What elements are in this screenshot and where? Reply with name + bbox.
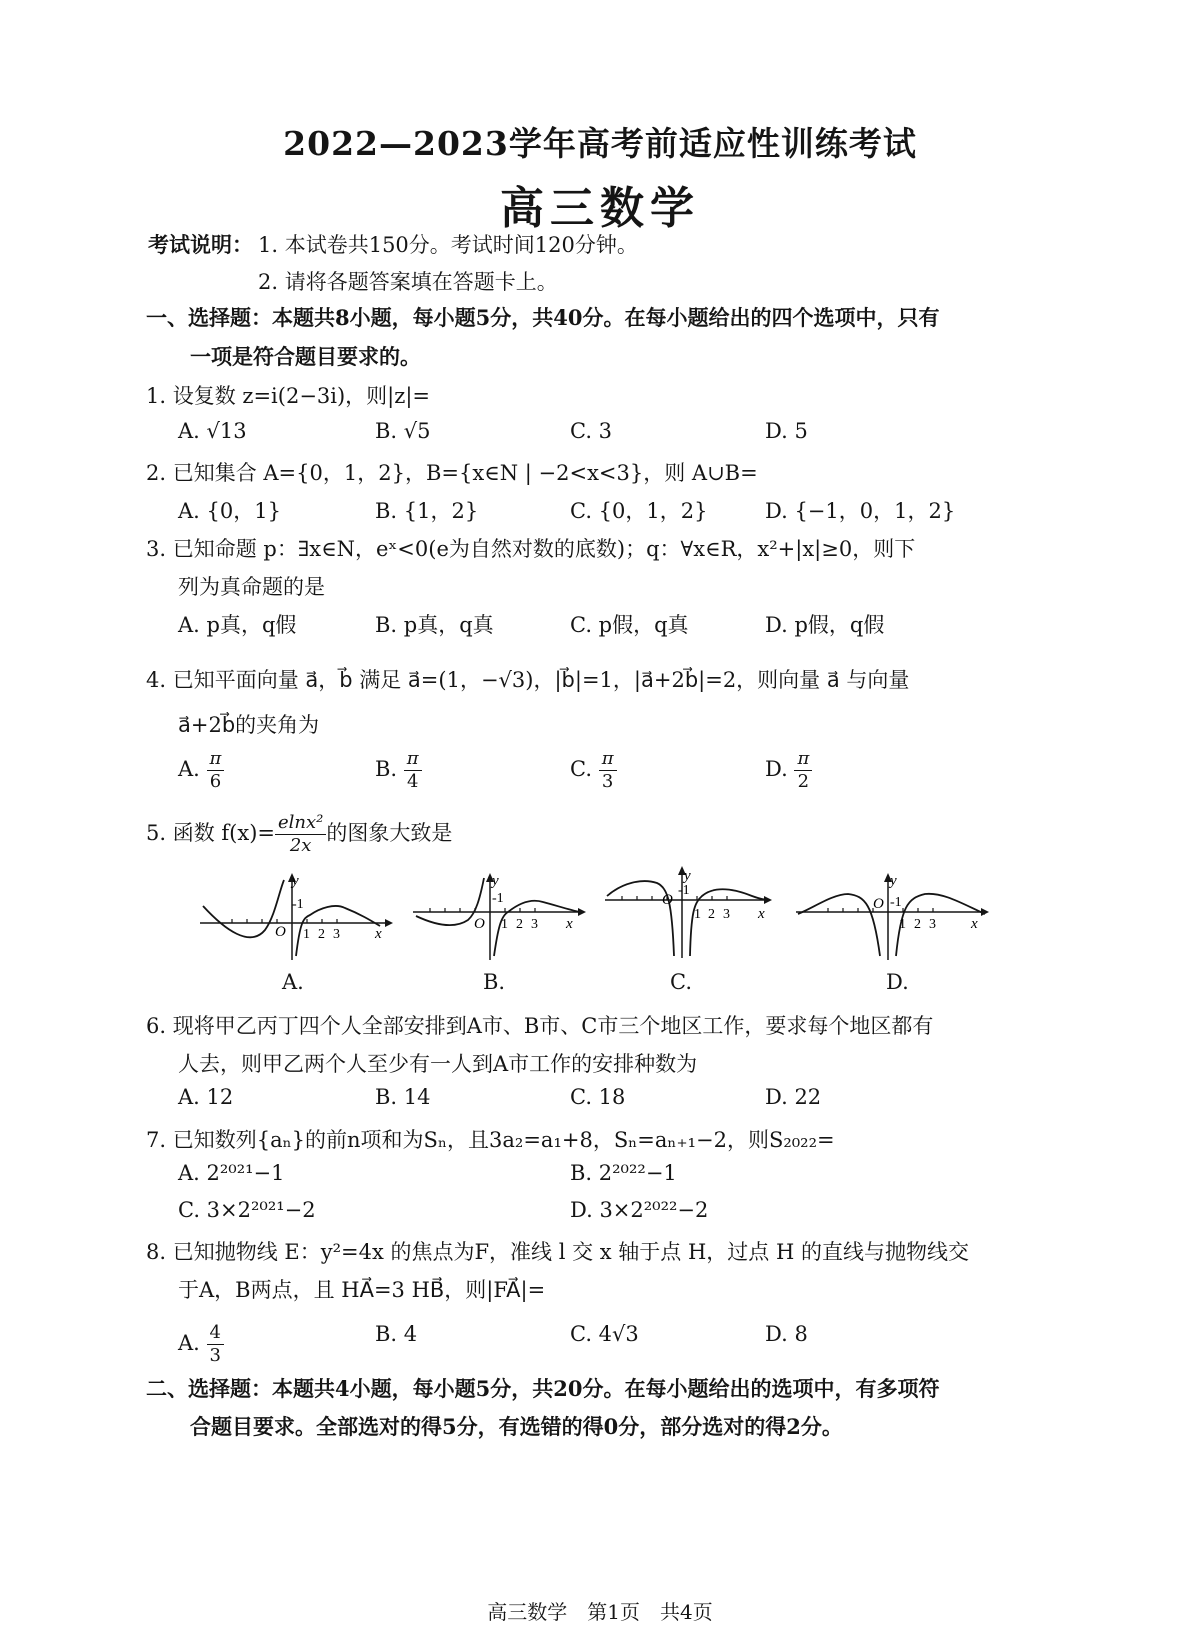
q5-graph-b-x-label: x — [566, 916, 573, 932]
q5-option-c: C. — [670, 970, 692, 994]
q8-option-c: C. 4√3 — [570, 1322, 639, 1346]
q5-fraction-num: elnx² — [275, 812, 326, 835]
q5-graph-d-tick-3: 3 — [929, 917, 936, 932]
q8-option-a — [178, 1322, 224, 1367]
q8-option-b: B. 4 — [375, 1322, 418, 1346]
q4-option-d-num: π — [794, 748, 812, 771]
q8-option-a-label: A. — [178, 1331, 200, 1355]
question-6-stem-cont: 人去，则甲乙两个人至少有一人到A市工作的安排种数为 — [178, 1052, 698, 1076]
q2-option-a: A. {0，1} — [178, 499, 281, 523]
q5-graph-a-x-label: x — [375, 926, 382, 942]
q4-option-d-fraction — [794, 748, 812, 793]
q1-option-a: A. √13 — [178, 419, 247, 443]
q5-function-fraction — [275, 812, 326, 857]
q4-option-b-num: π — [404, 748, 422, 771]
q5-graph-d-tick-1: 1 — [899, 917, 906, 932]
q7-option-b: B. 2²⁰²²−1 — [570, 1161, 677, 1185]
q5-graph-c-tick-3: 3 — [723, 907, 730, 922]
q4-option-d-label: D. — [765, 757, 788, 781]
q5-option-d: D. — [886, 970, 909, 994]
q5-graph-c-origin-label: O — [662, 892, 673, 908]
question-4-stem-cont: a⃗+2b⃗的夹角为 — [178, 713, 320, 737]
question-8-stem: 8. 已知抛物线 E：y²=4x 的焦点为F，准线 l 交 x 轴于点 H，过点 H 的直线与抛物线交 — [146, 1240, 969, 1264]
q5-graph-b — [408, 868, 613, 963]
q4-option-b-den: 4 — [406, 771, 419, 792]
q4-option-a-label: A. — [178, 757, 200, 781]
q3-option-b: B. p真，q真 — [375, 613, 494, 637]
q5-graph-a-tick-1: 1 — [303, 927, 310, 942]
section-1-heading: 一、选择题：本题共8小题，每小题5分，共40分。在每小题给出的四个选项中，只有 — [146, 305, 940, 330]
q4-option-b — [375, 748, 422, 793]
q8-option-a-den: 3 — [209, 1345, 221, 1366]
q6-option-d: D. 22 — [765, 1085, 822, 1109]
q1-option-d: D. 5 — [765, 419, 808, 443]
question-8-stem-cont: 于A，B两点，且 HA⃗=3 HB⃗，则|FA⃗|= — [178, 1278, 546, 1302]
q4-option-a-num: π — [207, 748, 225, 771]
exam-title: 2022—2023学年高考前适应性训练考试 — [283, 124, 917, 163]
q4-option-b-label: B. — [375, 757, 398, 781]
q1-option-c: C. 3 — [570, 419, 613, 443]
q5-graph-a-tick-3: 3 — [333, 927, 340, 942]
q2-option-b: B. {1，2} — [375, 499, 479, 523]
q3-option-d: D. p假，q假 — [765, 613, 885, 637]
q7-option-c: C. 3×2²⁰²¹−2 — [178, 1198, 316, 1222]
q4-option-a-den: 6 — [209, 771, 222, 792]
q7-option-d: D. 3×2²⁰²²−2 — [570, 1198, 709, 1222]
q5-graph-d-neg1-label: -1 — [890, 895, 902, 910]
question-6-stem: 6. 现将甲乙丙丁四个人全部安排到A市、B市、C市三个地区工作，要求每个地区都有 — [146, 1014, 934, 1038]
q8-option-a-num: 4 — [207, 1322, 224, 1345]
instructions-label: 考试说明： — [148, 232, 253, 257]
q4-option-c-num: π — [599, 748, 617, 771]
section-2-heading-cont: 合题目要求。全部选对的得5分，有选错的得0分，部分选对的得2分。 — [190, 1414, 843, 1439]
q3-option-a: A. p真，q假 — [178, 613, 297, 637]
q2-option-d: D. {−1，0，1，2} — [765, 499, 956, 523]
instruction-1: 1. 本试卷共150分。考试时间120分钟。 — [258, 233, 638, 257]
q5-graph-c-tick-2: 2 — [708, 907, 715, 922]
q4-option-d-den: 2 — [797, 771, 810, 792]
q6-option-a: A. 12 — [178, 1085, 234, 1109]
section-1-heading-cont: 一项是符合题目要求的。 — [190, 344, 421, 369]
q5-graph-d-y-label: y — [890, 873, 897, 889]
q4-option-d — [765, 748, 812, 793]
q1-option-b: B. √5 — [375, 419, 431, 443]
q5-graph-c-x-label: x — [758, 906, 765, 922]
question-1-stem: 1. 设复数 z=i(2−3i)，则|z|= — [146, 384, 430, 408]
q5-graph-c-y-label: y — [684, 868, 691, 884]
q3-option-c: C. p假，q真 — [570, 613, 689, 637]
section-2-heading: 二、选择题：本题共4小题，每小题5分，共20分。在每小题给出的选项中，有多项符 — [146, 1376, 940, 1401]
question-3-stem: 3. 已知命题 p：∃x∈N，eˣ<0(e为自然对数的底数)；q：∀x∈R，x²+|x|≥0，则下 — [146, 537, 916, 561]
q5-graph-a-tick-2: 2 — [318, 927, 325, 942]
q8-option-d: D. 8 — [765, 1322, 808, 1346]
q4-option-c-label: C. — [570, 757, 592, 781]
question-5-stem — [146, 812, 452, 857]
q2-option-c: C. {0，1，2} — [570, 499, 708, 523]
q5-graph-c-neg1-label: -1 — [678, 883, 690, 898]
q4-option-a — [178, 748, 224, 793]
q4-option-b-fraction — [404, 748, 422, 793]
q5-graph-b-origin-label: O — [474, 916, 485, 932]
q5-graph-d-x-label: x — [971, 916, 978, 932]
q5-graph-a-origin-label: O — [275, 924, 286, 940]
q4-option-c — [570, 748, 617, 793]
q6-option-c: C. 18 — [570, 1085, 626, 1109]
q5-graph-b-tick-2: 2 — [516, 917, 523, 932]
q4-option-c-fraction — [599, 748, 617, 793]
q5-graph-d-tick-2: 2 — [914, 917, 921, 932]
question-4-stem: 4. 已知平面向量 a⃗，b⃗ 满足 a⃗=(1，−√3)，|b⃗|=1，|a⃗+2b⃗|=2，则向量 a⃗ 与向量 — [146, 668, 910, 692]
question-7-stem: 7. 已知数列{aₙ}的前n项和为Sₙ，且3a₂=a₁+8，Sₙ=aₙ₊₁−2，则S₂₀₂₂= — [146, 1128, 835, 1152]
question-3-stem-cont: 列为真命题的是 — [178, 575, 325, 599]
q5-graph-d — [793, 868, 998, 963]
q5-option-a: A. — [282, 970, 304, 994]
page-footer: 高三数学 第1页 共4页 — [487, 1600, 713, 1624]
question-2-stem: 2. 已知集合 A={0，1，2}，B={x∈N | −2<x<3}，则 A∪B= — [146, 461, 758, 485]
q5-graph-d-origin-label: O — [873, 896, 884, 912]
q5-graph-c-tick-1: 1 — [694, 907, 701, 922]
q5-graph-a-y-label: y — [292, 873, 299, 889]
q7-option-a: A. 2²⁰²¹−1 — [178, 1161, 285, 1185]
instruction-2: 2. 请将各题答案填在答题卡上。 — [258, 270, 558, 294]
q5-graph-a — [195, 868, 400, 963]
q5-graph-b-tick-1: 1 — [501, 917, 508, 932]
q5-graph-c — [602, 858, 792, 963]
q4-option-a-fraction — [207, 748, 225, 793]
q4-option-c-den: 3 — [601, 771, 614, 792]
q5-option-b: B. — [483, 970, 506, 994]
subject-title: 高三数学 — [500, 183, 700, 234]
q5-graph-b-neg1-label: -1 — [492, 891, 504, 906]
q5-prefix: 5. 函数 f(x)= — [146, 821, 275, 845]
q5-suffix: 的图象大致是 — [326, 821, 453, 845]
q5-graph-a-neg1-label: -1 — [292, 897, 304, 912]
q5-graph-b-y-label: y — [492, 873, 499, 889]
q5-graph-b-tick-3: 3 — [531, 917, 538, 932]
q8-option-a-fraction — [207, 1322, 224, 1367]
q5-fraction-den: 2x — [289, 835, 312, 856]
q6-option-b: B. 14 — [375, 1085, 431, 1109]
